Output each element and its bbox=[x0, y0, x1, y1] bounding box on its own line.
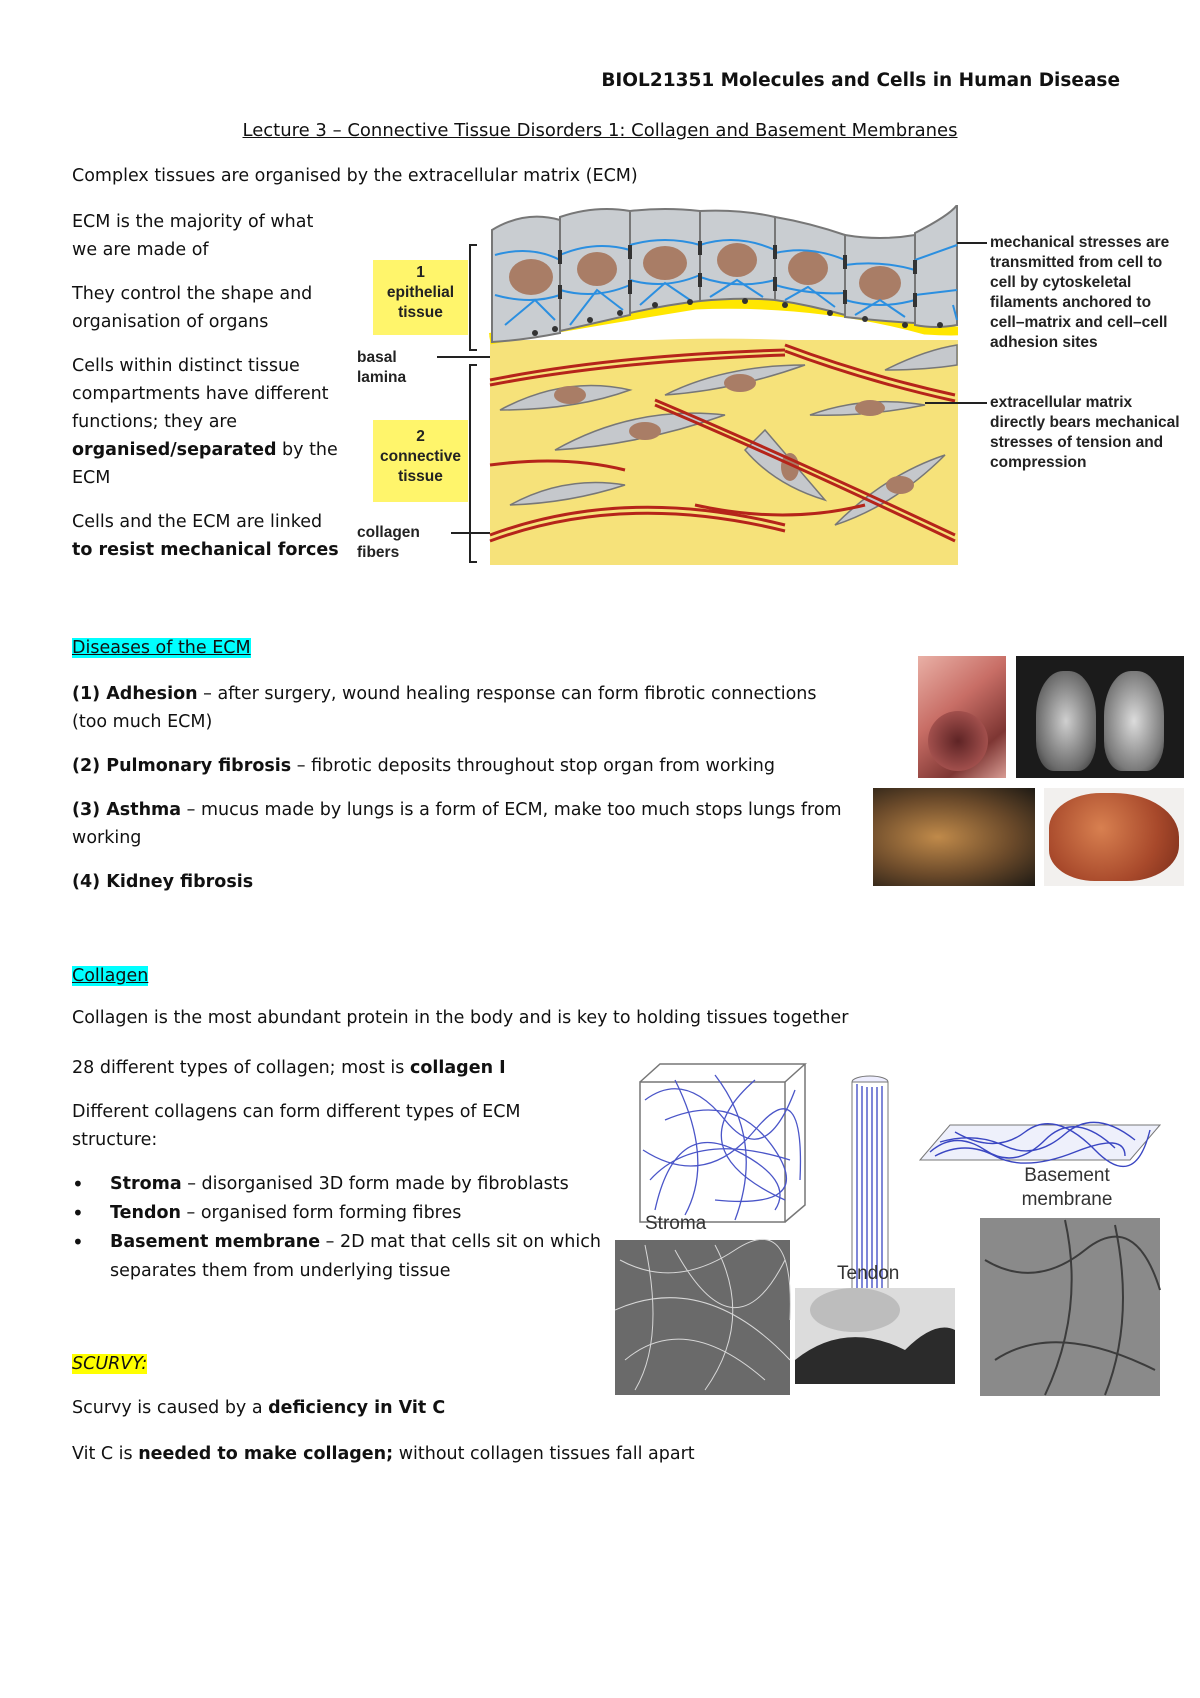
bold-text: (3) Asthma bbox=[72, 800, 182, 820]
highlighted-heading: Diseases of the ECM bbox=[72, 638, 251, 658]
basement-figure-label: Basement membrane bbox=[1021, 1165, 1113, 1210]
collagen-body bbox=[72, 1054, 622, 1286]
tissue-diagram bbox=[357, 205, 1185, 565]
text-run: 28 different types of collagen; most is bbox=[72, 1058, 410, 1078]
intro-text: Complex tissues are organised by the extracellular matrix (ECM) bbox=[72, 166, 638, 186]
label-collagen-fibers: collagen fibers bbox=[357, 524, 420, 561]
ecm-paragraph-4 bbox=[72, 508, 342, 564]
list-item-stroma bbox=[72, 1170, 612, 1199]
text-run: – fibrotic deposits throughout stop organ from working bbox=[291, 756, 775, 776]
collagen-types bbox=[72, 1054, 622, 1082]
bold-text: to resist mechanical forces bbox=[72, 540, 339, 560]
photo-detail bbox=[1049, 793, 1179, 881]
label-2-text: connective tissue bbox=[380, 448, 461, 485]
list-item-tendon bbox=[72, 1199, 612, 1228]
collagen-structure-figure bbox=[615, 1060, 1175, 1400]
scurvy-cause bbox=[72, 1398, 445, 1418]
text-run: – organised form forming fibres bbox=[180, 1203, 462, 1223]
text-run: Cells within distinct tissue compartments have different functions; they are bbox=[72, 356, 329, 432]
text-run: Scurvy is caused by a bbox=[72, 1398, 269, 1418]
label-basal-lamina: basal lamina bbox=[357, 349, 407, 386]
bracket-epithelial bbox=[470, 245, 477, 350]
course-header: BIOL21351 Molecules and Cells in Human Disease bbox=[601, 70, 1120, 91]
diseases-list bbox=[72, 680, 852, 896]
bold-text: collagen I bbox=[409, 1058, 506, 1078]
bold-text: needed to make collagen; bbox=[138, 1444, 394, 1464]
label-mechanical-stresses: mechanical stresses are transmitted from cell to cell by cytoskeletal filaments anchored to cell–matrix and cell–cell adhesion sites bbox=[990, 234, 1170, 351]
text-run: – disorganised 3D form made by fibroblasts bbox=[181, 1174, 569, 1194]
ecm-paragraph-3 bbox=[72, 352, 342, 492]
stroma-fibres bbox=[643, 1075, 800, 1220]
highlighted-heading: SCURVY: bbox=[72, 1354, 148, 1374]
label-epithelial bbox=[373, 263, 468, 323]
ecm-paragraph-1: ECM is the majority of what we are made of bbox=[72, 212, 314, 260]
photo-detail bbox=[1036, 671, 1096, 771]
collagen-structures: Different collagens can form different types of ECM structure: bbox=[72, 1102, 521, 1150]
disease-kidney-fibrosis: (4) Kidney fibrosis bbox=[72, 872, 254, 892]
text-run: Cells and the ECM are linked bbox=[72, 512, 323, 532]
collagen-heading bbox=[72, 966, 148, 986]
lecture-title: Lecture 3 – Connective Tissue Disorders 1: Collagen and Basement Membranes bbox=[242, 120, 958, 141]
ecm-paragraph-2: They control the shape and organisation of organs bbox=[72, 284, 313, 332]
fibrotic-lung-photo bbox=[873, 788, 1035, 886]
adhesion-photo bbox=[918, 656, 1006, 778]
label-1-text: epithelial tissue bbox=[386, 284, 455, 321]
text-run: Vit C is bbox=[72, 1444, 139, 1464]
bold-text: Tendon bbox=[110, 1203, 181, 1223]
tendon-micrograph-detail bbox=[810, 1288, 900, 1332]
highlighted-heading: Collagen bbox=[72, 966, 149, 986]
stroma-micrograph bbox=[615, 1240, 790, 1395]
bold-text: Basement membrane bbox=[110, 1232, 321, 1252]
text-run: without collagen tissues fall apart bbox=[393, 1444, 695, 1464]
label-2-number: 2 bbox=[416, 428, 425, 445]
text-run: by the ECM bbox=[72, 440, 338, 488]
bold-text: deficiency in Vit C bbox=[268, 1398, 446, 1418]
bold-text: (2) Pulmonary fibrosis bbox=[72, 756, 292, 776]
text-run: – after surgery, wound healing response can form fibrotic connections (too much ECM) bbox=[72, 684, 817, 732]
liver-photo bbox=[1044, 788, 1184, 886]
photo-detail bbox=[928, 711, 988, 771]
bold-text: Stroma bbox=[110, 1174, 182, 1194]
bold-text: organised/separated bbox=[72, 440, 277, 460]
basement-membrane-mat bbox=[920, 1122, 1160, 1166]
disease-asthma bbox=[72, 796, 852, 852]
label-1-number: 1 bbox=[416, 264, 425, 281]
collagen-structure-list bbox=[72, 1170, 612, 1286]
bold-text: (1) Adhesion bbox=[72, 684, 198, 704]
photo-detail bbox=[1104, 671, 1164, 771]
text-run: – 2D mat that cells sit on which separates them from underlying tissue bbox=[110, 1232, 601, 1281]
diseases-heading bbox=[72, 638, 251, 658]
disease-pulmonary-fibrosis bbox=[72, 752, 852, 780]
stroma-figure-label: Stroma bbox=[645, 1213, 707, 1234]
scurvy-vitamin-c bbox=[72, 1444, 695, 1464]
label-connective bbox=[373, 427, 468, 487]
ecm-intro-column bbox=[72, 208, 342, 564]
disease-adhesion bbox=[72, 680, 852, 736]
tendon-figure-label: Tendon bbox=[837, 1263, 900, 1284]
scurvy-heading bbox=[72, 1354, 147, 1374]
label-extracellular-matrix: extracellular matrix directly bears mechanical stresses of tension and compression bbox=[990, 394, 1180, 471]
chest-xray-photo bbox=[1016, 656, 1184, 778]
list-item-basement-membrane bbox=[72, 1228, 612, 1286]
text-run: – mucus made by lungs is a form of ECM, make too much stops lungs from working bbox=[72, 800, 842, 848]
collagen-intro: Collagen is the most abundant protein in the body and is key to holding tissues together bbox=[72, 1008, 849, 1028]
